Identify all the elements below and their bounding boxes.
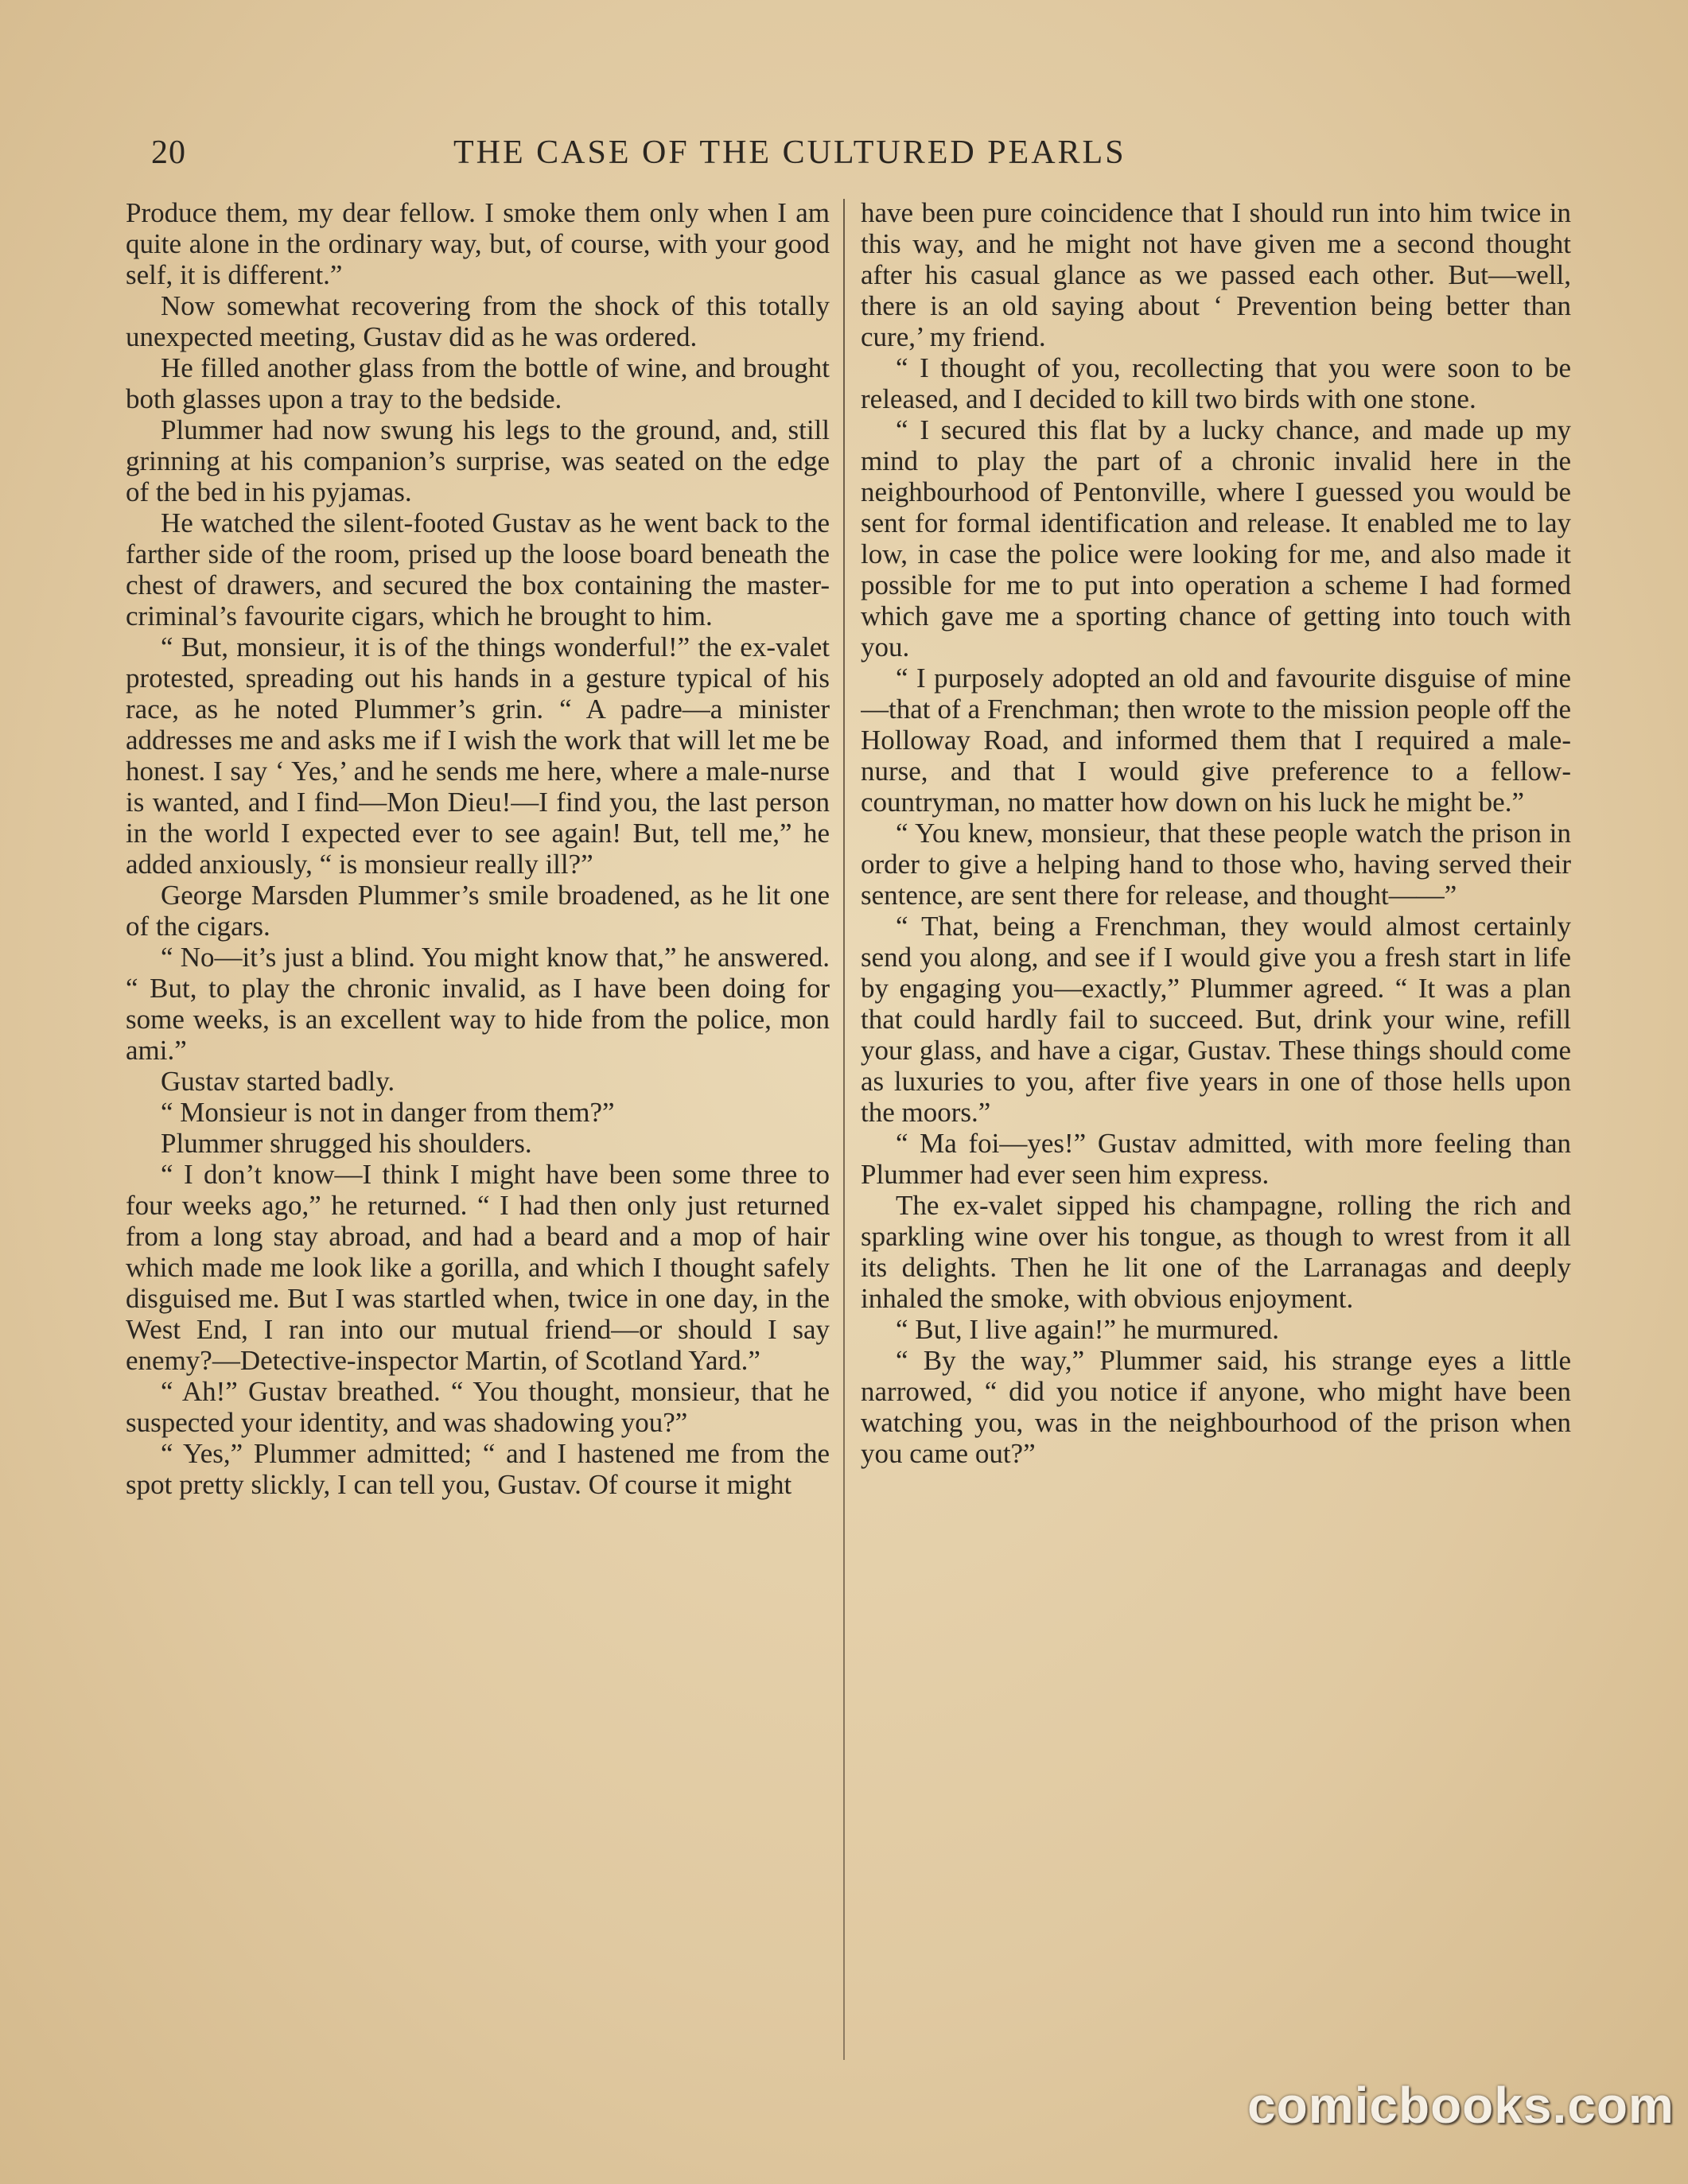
paragraph: “ I thought of you, recollecting that you were soon to be released, and I decided to kill two birds with one stone. <box>861 352 1571 414</box>
paragraph: Produce them, my dear fellow. I smoke them only when I am quite alone in the ordinary way, but, of course, with your good self, it is different.” <box>126 197 830 290</box>
paragraph: The ex-valet sipped his champagne, rolling the rich and sparkling wine over his tongue, as though to wrest from it all its delights. Then he lit one of the Larranagas and deeply inhaled the smoke, with obvious enjoyment. <box>861 1190 1571 1314</box>
paragraph: “ I purposely adopted an old and favourite disguise of mine—that of a Frenchman; then wrote to the mission people off the Holloway Road, and informed them that I required a male-nurse, and that I would give preference to a fellow-countryman, no matter how down on his luck he might be.” <box>861 663 1571 818</box>
page-header <box>151 134 1575 181</box>
paragraph: Plummer shrugged his shoulders. <box>161 1128 532 1159</box>
paragraph: “ That, being a Frenchman, they would almost certainly send you along, and see if I would give you a fresh start in life by engaging you—exactly,” Plummer agreed. “ It was a plan that could hardly fail to succeed. But, drink your wine, refill your glass, and have a cigar, Gustav. These things should come as luxuries to you, after five years in one of those hells upon the moors.” <box>861 911 1571 1128</box>
page-number: 20 <box>151 134 186 171</box>
paragraph: “ By the way,” Plummer said, his strange eyes a little narrowed, “ did you notice if anyone, who might have been watching you, was in the neighbourhood of the prison when you came out?” <box>861 1345 1571 1469</box>
paragraph: Plummer had now swung his legs to the ground, and, still grinning at his companion’s surprise, was seated on the edge of the bed in his pyjamas. <box>126 414 830 507</box>
paragraph: Now somewhat recovering from the shock of this totally unexpected meeting, Gustav did as he was ordered. <box>126 290 830 352</box>
paragraph: “ But, I live again!” he murmured. <box>896 1314 1280 1345</box>
paragraph: “ I don’t know—I think I might have been some three to four weeks ago,” he returned. “ I had then only just returned from a long stay abroad, and had a beard and a mop of hair which made me look like a gorilla, and which I thought safely disguised me. But I was startled when, twice in one day, in the West End, I ran into our mutual friend—or should I say enemy?—Detective-inspector Martin, of Scotland Yard.” <box>126 1159 830 1376</box>
paragraph: “ You knew, monsieur, that these people watch the prison in order to give a helping hand to those who, having served their sentence, are sent there for release, and thought——” <box>861 818 1571 911</box>
right-text-column <box>861 197 1571 2074</box>
paragraph: have been pure coincidence that I should run into him twice in this way, and he might not have given me a second thought after his casual glance as we passed each other. But—well, there is an old saying about ‘ Prevention being better than cure,’ my friend. <box>861 197 1571 352</box>
paragraph: George Marsden Plummer’s smile broadened, as he lit one of the cigars. <box>126 880 830 942</box>
paragraph: “ No—it’s just a blind. You might know that,” he answered. “ But, to play the chronic invalid, as I have been doing for some weeks, is an excellent way to hide from the police, mon ami.” <box>126 942 830 1066</box>
paragraph: “ But, monsieur, it is of the things wonderful!” the ex-valet protested, spreading out his hands in a gesture typical of his race, as he noted Plummer’s grin. “ A padre—a minister addresses me and asks me if I wish the work that will let me be honest. I say ‘ Yes,’ and he sends me here, where a male-nurse is wanted, and I find—Mon Dieu!—I find you, the last person in the world I expected ever to see again! But, tell me,” he added anxiously, “ is monsieur really ill?” <box>126 631 830 880</box>
paragraph: “ Monsieur is not in danger from them?” <box>161 1097 615 1128</box>
paragraph: Gustav started badly. <box>161 1066 395 1097</box>
paragraph: “ Yes,” Plummer admitted; “ and I hastened me from the spot pretty slickly, I can tell you, Gustav. Of course it might <box>126 1438 830 1500</box>
paragraph: He filled another glass from the bottle of wine, and brought both glasses upon a tray to the bedside. <box>126 352 830 414</box>
left-text-column <box>126 197 830 2074</box>
paragraph: He watched the silent-footed Gustav as he went back to the farther side of the room, prised up the loose board beneath the chest of drawers, and secured the box containing the master-criminal’s favourite cigars, which he brought to him. <box>126 507 830 631</box>
paragraph: “ I secured this flat by a lucky chance, and made up my mind to play the part of a chronic invalid here in the neighbourhood of Pentonville, where I guessed you would be sent for formal identification and release. It enabled me to lay low, in case the police were looking for me, and also made it possible for me to put into operation a scheme I had formed which gave me a sporting chance of getting into touch with you. <box>861 414 1571 663</box>
column-divider <box>843 199 845 2060</box>
paragraph: “ Ma foi—yes!” Gustav admitted, with more feeling than Plummer had ever seen him express. <box>861 1128 1571 1190</box>
watermark-text: comicbooks.com <box>1247 2077 1674 2134</box>
paragraph: “ Ah!” Gustav breathed. “ You thought, monsieur, that he suspected your identity, and was shadowing you?” <box>126 1376 830 1438</box>
running-title: THE CASE OF THE CULTURED PEARLS <box>453 134 1126 171</box>
